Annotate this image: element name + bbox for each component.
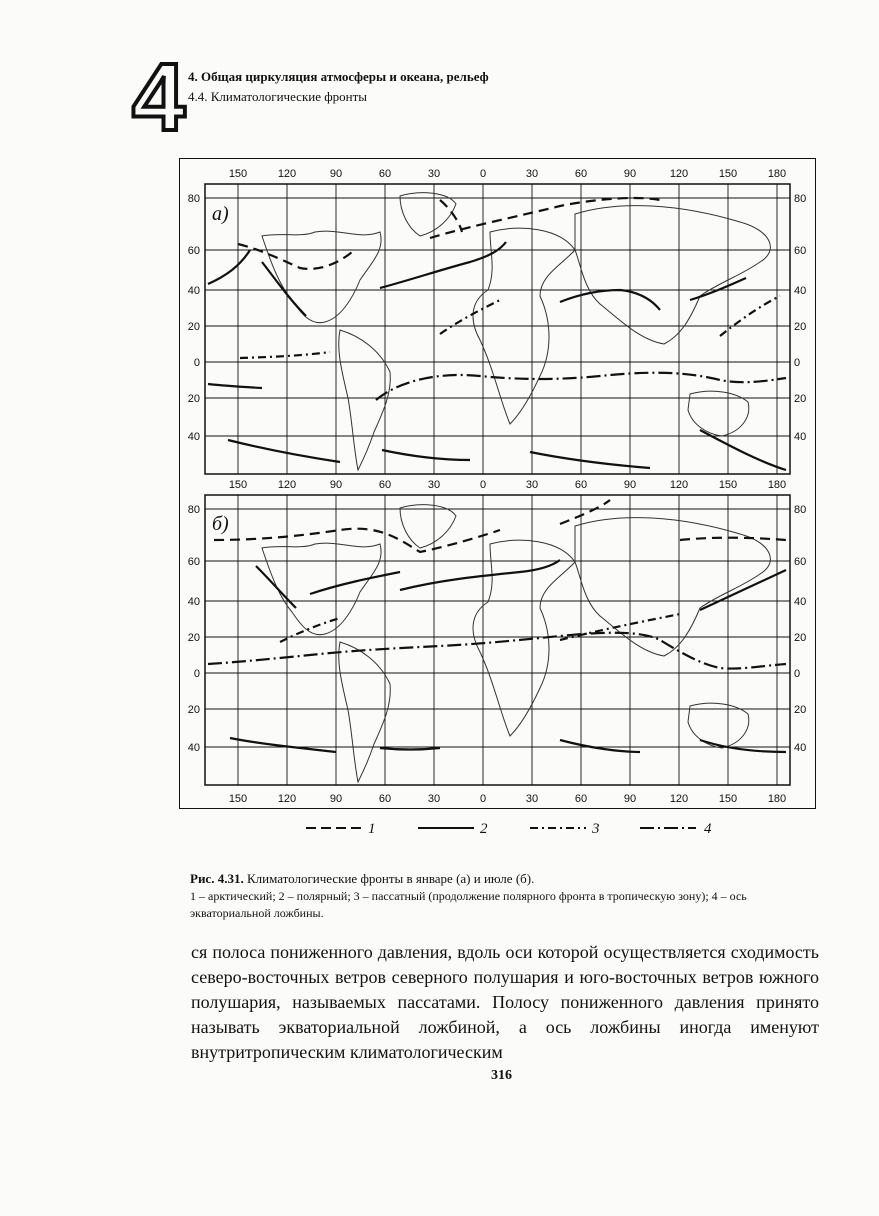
asia-coast-b	[575, 518, 770, 656]
subsection-title: 4.4. Климатологические фронты	[188, 89, 368, 104]
latitude-tick-label-left: 40	[187, 596, 200, 608]
australia-coast-b	[688, 703, 749, 748]
polar-front-b-4	[700, 570, 786, 610]
longitude-tick-label: 150	[228, 168, 248, 180]
polar-front-b-1	[256, 566, 296, 608]
latitude-tick-label-right: 40	[794, 742, 807, 754]
caption-label: Рис. 4.31.	[190, 871, 244, 886]
latitude-tick-label-right: 20	[794, 321, 807, 333]
longitude-tick-label: 90	[329, 479, 343, 491]
body-paragraph: ся полоса пониженного давления, вдоль оси которой осуществляется сходимость северо-восточных ветров северного полушария и юго-восточных ветров южного полушария, называемых пассатами. Полосу пониженного давления принято называть экваториальной ложбиной, а ось ложбины иногда именуют внутритропическим климатологическим	[191, 942, 819, 1062]
legend-number-3: 3	[592, 821, 600, 837]
polar-front-a-6	[208, 384, 262, 388]
polar-front-a-4	[560, 290, 660, 310]
latitude-tick-label-right: 20	[794, 704, 807, 716]
asia-coast	[575, 206, 770, 344]
longitude-tick-label: 90	[623, 479, 637, 491]
legend-item-polar	[418, 821, 488, 837]
longitude-tick-label: 120	[277, 168, 297, 180]
legend-item-itcz	[640, 821, 712, 837]
latitude-tick-label-right: 80	[794, 193, 807, 205]
trade-front-a-3	[720, 296, 780, 336]
longitude-tick-label: 120	[669, 479, 689, 491]
longitude-tick-label: 60	[574, 479, 588, 491]
arctic-front-a	[238, 244, 352, 269]
latitude-tick-label-left: 40	[187, 285, 200, 297]
longitude-tick-label: 90	[623, 168, 637, 180]
panel-a-label: а)	[212, 203, 229, 225]
arctic-front-b-2	[560, 500, 610, 524]
figure-legend	[306, 821, 712, 837]
longitude-tick-label: 150	[228, 479, 248, 491]
legend-item-trade	[530, 821, 600, 837]
latitude-tick-label-right: 20	[794, 632, 807, 644]
latitude-tick-label-left: 80	[187, 193, 200, 205]
latitude-tick-label-left: 40	[187, 742, 200, 754]
longitude-tick-label: 120	[669, 168, 689, 180]
latitude-tick-label-left: 40	[187, 431, 200, 443]
latitude-tick-label-right: 60	[794, 556, 807, 568]
legend-number-2: 2	[480, 821, 488, 837]
polar-front-a-2	[262, 262, 306, 316]
longitude-tick-label: 120	[277, 479, 297, 491]
trade-front-a-1	[240, 352, 330, 358]
longitude-tick-label-bottom: 90	[329, 793, 343, 805]
latitude-tick-label-left: 60	[187, 245, 200, 257]
longitude-tick-label-bottom: 120	[277, 793, 297, 805]
latitude-tick-label-left: 20	[187, 393, 200, 405]
longitude-tick-label-bottom: 0	[479, 793, 487, 805]
arctic-front-b-3	[680, 538, 786, 540]
panel-b-label: б)	[212, 513, 229, 535]
longitude-tick-label: 30	[427, 168, 441, 180]
trade-front-a-2	[440, 300, 500, 334]
longitude-tick-label: 60	[574, 168, 588, 180]
longitude-tick-label: 30	[427, 479, 441, 491]
polar-front-a-5	[690, 278, 746, 300]
longitude-tick-label: 90	[329, 168, 343, 180]
longitude-tick-label-bottom: 90	[623, 793, 637, 805]
longitude-tick-label: 0	[479, 168, 487, 180]
polar-front-b-5	[230, 738, 336, 752]
figure-caption	[190, 870, 830, 922]
legend-number-1: 1	[368, 821, 376, 837]
longitude-tick-label-bottom: 150	[718, 793, 738, 805]
polar-front-a-3	[380, 242, 506, 288]
polar-front-b-3	[400, 560, 560, 590]
longitude-tick-label: 30	[525, 479, 539, 491]
polar-front-a-7	[228, 440, 340, 462]
itcz-b	[208, 633, 786, 669]
polar-front-b-6	[380, 748, 440, 750]
polar-front-a-1	[208, 250, 250, 284]
latitude-tick-label-left: 20	[187, 632, 200, 644]
latitude-tick-label-right: 60	[794, 245, 807, 257]
latitude-tick-label-left: 60	[187, 556, 200, 568]
longitude-tick-label-bottom: 120	[669, 793, 689, 805]
section-title: 4. Общая циркуляция атмосферы и океана, рельеф	[188, 69, 489, 84]
latitude-tick-label-right: 40	[794, 596, 807, 608]
legend-item-arctic	[306, 821, 376, 837]
south-america-coast-b	[339, 642, 391, 782]
longitude-tick-label-bottom: 60	[574, 793, 588, 805]
longitude-tick-label: 150	[718, 479, 738, 491]
latitude-tick-label-left: 0	[193, 668, 200, 680]
longitude-tick-label: 30	[525, 168, 539, 180]
caption-legend-text: 1 – арктический; 2 – полярный; 3 – пассатный (продолжение полярного фронта в тропическую зону); 4 – ось экваториальной ложбины.	[190, 889, 747, 920]
page-number: 316	[491, 1068, 512, 1083]
latitude-tick-label-right: 80	[794, 504, 807, 516]
polar-front-a-8	[382, 450, 470, 460]
latitude-tick-label-left: 0	[193, 357, 200, 369]
latitude-tick-label-left: 20	[187, 321, 200, 333]
trade-front-b-1	[280, 618, 340, 642]
legend-number-4: 4	[704, 821, 712, 837]
north-america-coast	[262, 231, 381, 323]
polar-front-b-2	[310, 572, 400, 594]
europe-africa-coast-b	[473, 540, 575, 736]
longitude-tick-label: 0	[479, 479, 487, 491]
longitude-tick-label: 60	[378, 479, 392, 491]
longitude-tick-label-bottom: 180	[767, 793, 787, 805]
chapter-number: 4	[132, 50, 186, 140]
latitude-tick-label-left: 80	[187, 504, 200, 516]
trade-front-b-2	[560, 614, 680, 640]
longitude-tick-label-bottom: 30	[427, 793, 441, 805]
latitude-tick-label-right: 20	[794, 393, 807, 405]
polar-front-a-9	[530, 452, 650, 468]
caption-text: Климатологические фронты в январе (а) и июле (б).	[246, 871, 535, 886]
latitude-tick-label-left: 20	[187, 704, 200, 716]
panel-b-map	[188, 479, 807, 785]
latitude-tick-label-right: 0	[794, 668, 801, 680]
longitude-tick-label-bottom: 60	[378, 793, 392, 805]
panel-a-map	[188, 168, 807, 474]
latitude-tick-label-right: 0	[794, 357, 801, 369]
greenland-coast	[400, 193, 456, 236]
longitude-tick-label: 180	[767, 479, 787, 491]
longitude-tick-label: 180	[767, 168, 787, 180]
arctic-front-a-3	[440, 200, 462, 232]
polar-front-b-7	[560, 740, 640, 752]
arctic-front-b-1	[214, 529, 500, 552]
arctic-front-a-2	[430, 198, 660, 238]
longitude-tick-label: 150	[718, 168, 738, 180]
latitude-tick-label-right: 40	[794, 431, 807, 443]
longitude-tick-label-bottom: 30	[525, 793, 539, 805]
greenland-coast-b	[400, 505, 456, 548]
north-america-coast-b	[262, 543, 381, 635]
longitude-tick-label-bottom: 150	[228, 793, 248, 805]
latitude-tick-label-right: 40	[794, 285, 807, 297]
longitude-tick-label: 60	[378, 168, 392, 180]
